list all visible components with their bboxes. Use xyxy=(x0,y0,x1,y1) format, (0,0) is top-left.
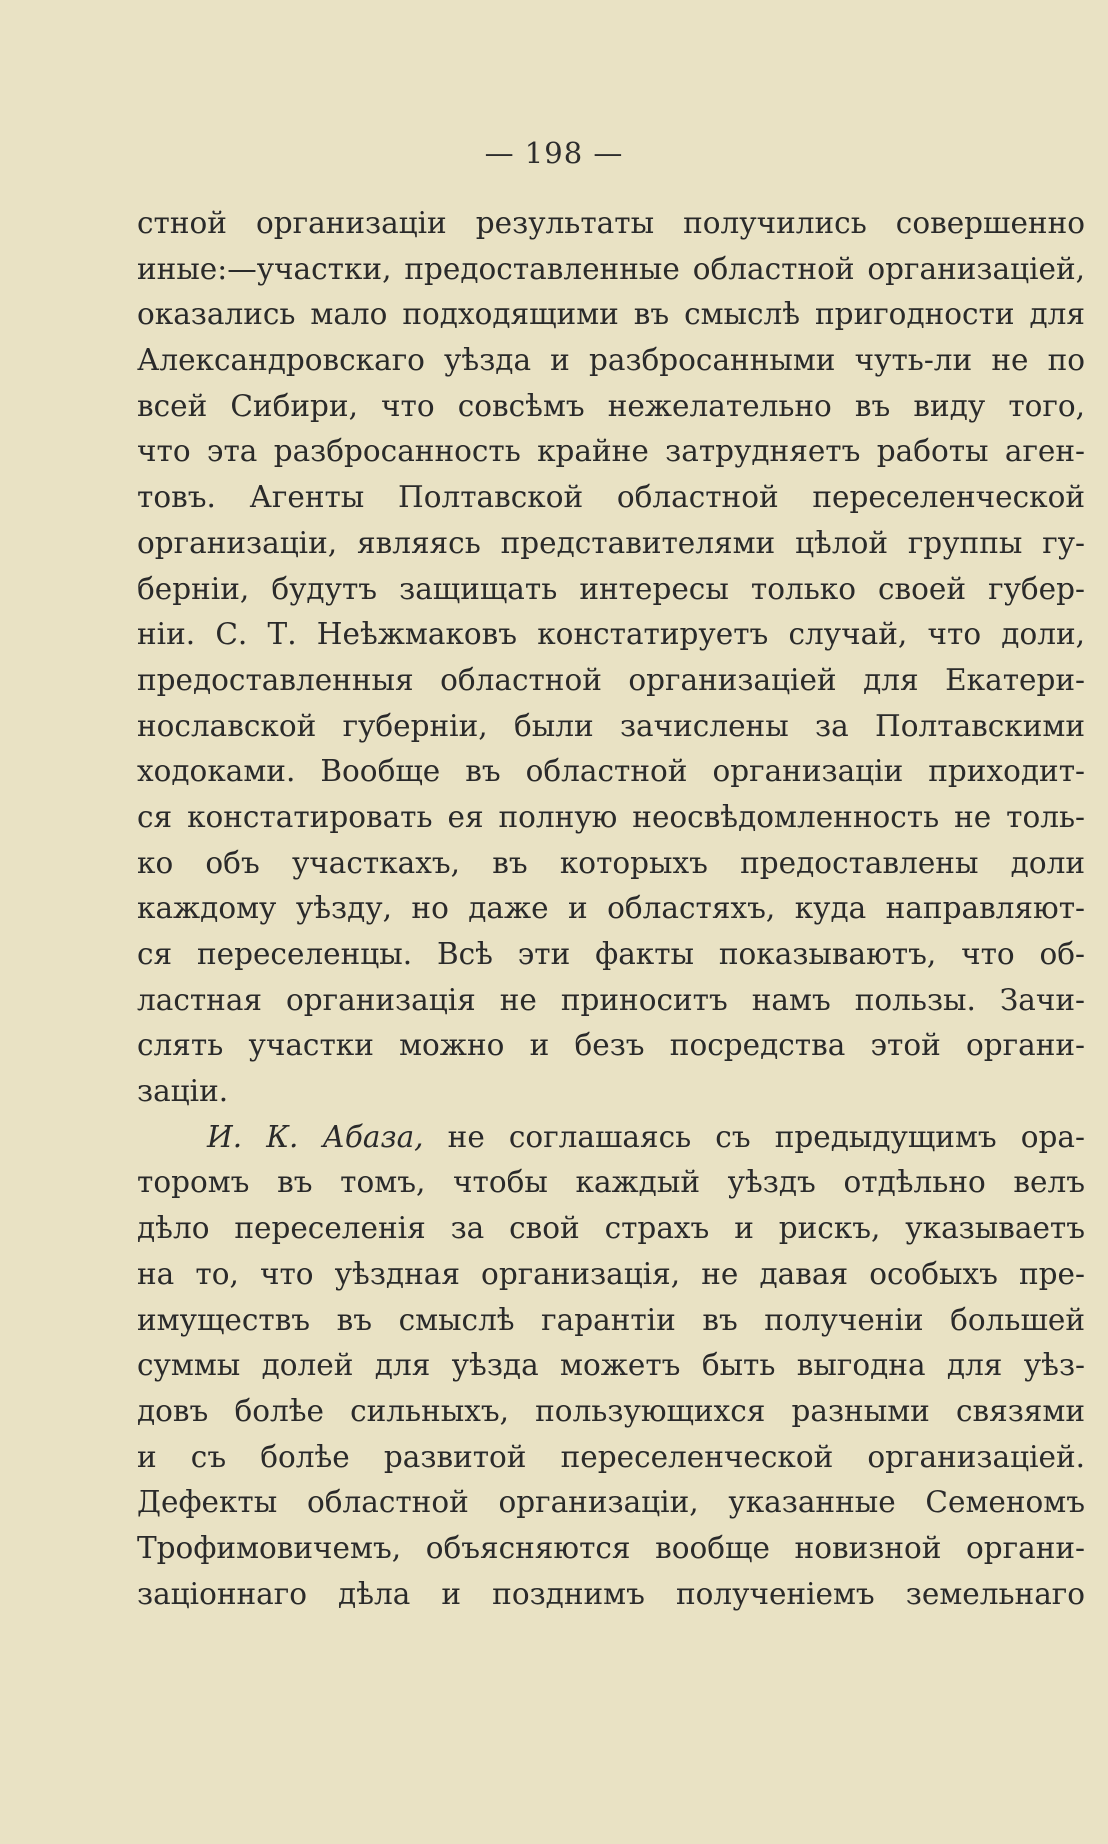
text-line: имуществъ въ смыслѣ гарантіи въ полученіи большей xyxy=(137,1302,1085,1337)
text-line: Александровскаго уѣзда и разбросанными чуть-ли не по xyxy=(137,343,1085,378)
speaker-name: И. К. Абаза, xyxy=(207,1119,424,1154)
text-line: довъ болѣе сильныхъ, пользующихся разными связями xyxy=(137,1393,1085,1428)
text-line: всей Сибири, что совсѣмъ нежелательно въ виду того, xyxy=(137,388,1085,423)
text-line: стной организаціи результаты получились совершенно xyxy=(137,206,1085,240)
text-line: что эта разбросанность крайне затрудняетъ работы аген- xyxy=(137,434,1085,469)
text-line: и съ болѣе развитой переселенческой организаціей. xyxy=(137,1439,1085,1474)
text-line: предоставленныя областной организаціей для Екатери- xyxy=(137,662,1085,697)
text-line: дѣло переселенія за свой страхъ и рискъ, указываетъ xyxy=(137,1211,1085,1246)
text-line-first xyxy=(137,1115,1085,1161)
text-line: оказались мало подходящими въ смыслѣ пригодности для xyxy=(137,297,1085,332)
text-line: заціи. xyxy=(137,1074,229,1109)
text-line: ся переселенцы. Всѣ эти факты показываютъ, что об- xyxy=(137,937,1085,971)
text-line: берніи, будутъ защищать интересы только своей губер- xyxy=(137,571,1085,606)
body-text xyxy=(137,201,1085,1617)
text-line: каждому уѣзду, но даже и областяхъ, куда направляют- xyxy=(137,891,1085,926)
text-line: товъ. Агенты Полтавской областной переселенческой xyxy=(137,480,1085,515)
first-line-text: не соглашаясь съ предыдущимъ ора- xyxy=(447,1119,1085,1154)
paragraph-1 xyxy=(137,201,1085,1115)
text-line: ко объ участкахъ, въ которыхъ предоставлены доли xyxy=(137,845,1085,880)
text-line: иные:—участки, предоставленные областной организаціей, xyxy=(137,251,1085,286)
text-line: торомъ въ томъ, чтобы каждый уѣздъ отдѣльно велъ xyxy=(137,1165,1085,1200)
text-line: нославской губерніи, были зачислены за Полтавскими xyxy=(137,708,1085,743)
text-line: суммы долей для уѣзда можетъ быть выгодна для уѣз- xyxy=(137,1348,1085,1383)
text-line: ходоками. Вообще въ областной организаціи приходит- xyxy=(137,754,1085,789)
text-line: ніи. С. Т. Неѣжмаковъ констатируетъ случай, что доли, xyxy=(137,617,1085,652)
text-line: на то, что уѣздная организація, не давая особыхъ пре- xyxy=(137,1256,1085,1291)
page-number: — 198 — xyxy=(484,136,624,170)
text-line: ся констатировать ея полную неосвѣдомленность не толь- xyxy=(137,799,1085,834)
text-line: ластная организація не приноситъ намъ пользы. Зачи- xyxy=(137,982,1085,1017)
text-line: организаціи, являясь представителями цѣлой группы гу- xyxy=(137,525,1085,560)
text-line: Дефекты областной организаціи, указанные Семеномъ xyxy=(137,1485,1085,1520)
paragraph-2 xyxy=(137,1115,1085,1618)
text-line: Трофимовичемъ, объясняются вообще новизной органи- xyxy=(137,1530,1085,1565)
text-line: слять участки можно и безъ посредства этой органи- xyxy=(137,1028,1085,1063)
text-line: заціоннаго дѣла и позднимъ полученіемъ земельнаго xyxy=(137,1576,1085,1611)
